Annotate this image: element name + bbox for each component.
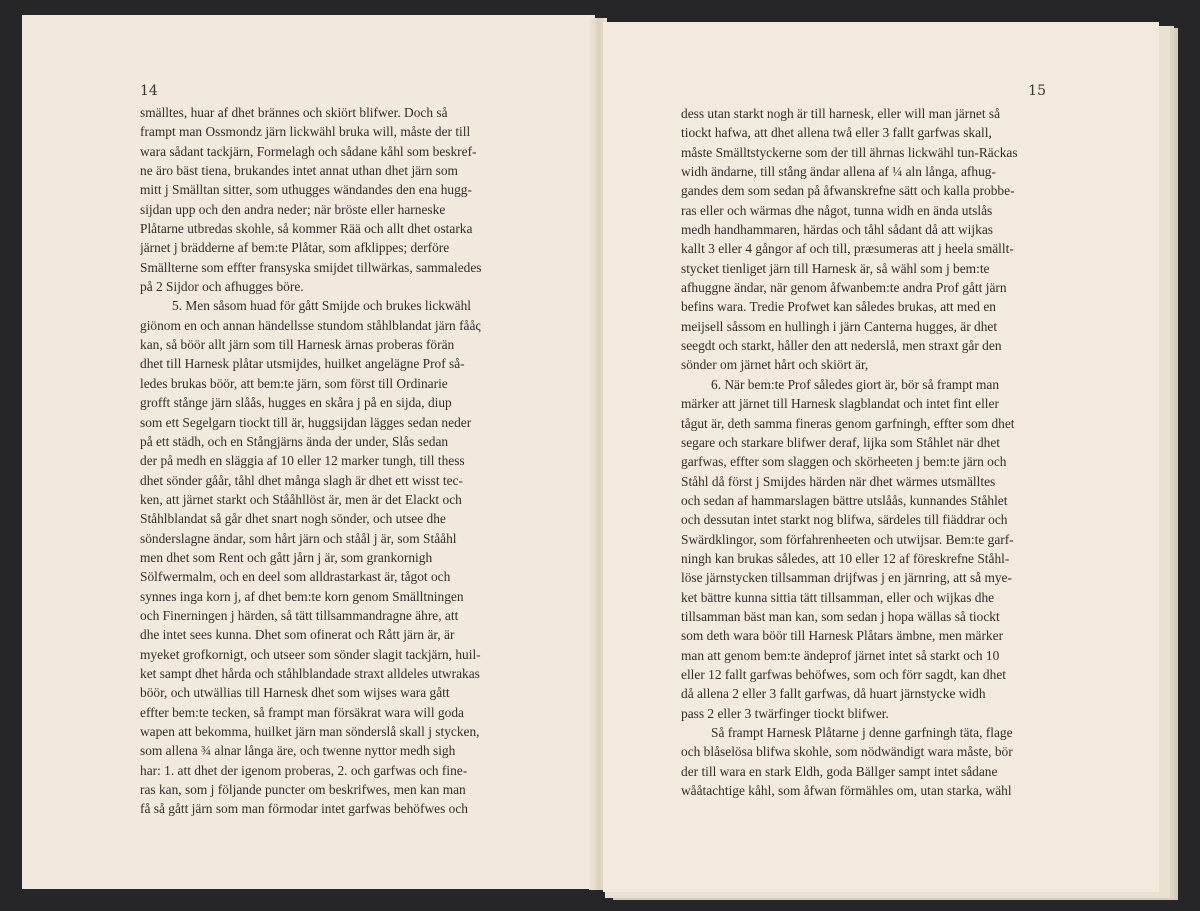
text-line: Sölfwermalm, och en deel som alldrastarkast är, tågot och: [140, 569, 451, 585]
text-line: seegdt och starkt, håller den att nederslå, men straxt går den: [681, 338, 1002, 354]
right-page-number: 15: [1028, 83, 1046, 99]
text-line: ket sampt dhet hårda och ståhlblandade straxt alldeles utwrakas: [140, 665, 480, 681]
text-line: gandes dem som sedan på åfwanskrefne sätt och kalla probbe-: [681, 183, 1015, 199]
left-page-text: [140, 103, 542, 819]
text-line: dhet sönder gåår, tåhl dhet många slagh är dhet ett wisst tec-: [140, 472, 463, 488]
text-line: tågut är, deth samma fineras genom garfningh, effter som dhet: [681, 415, 1015, 431]
text-line: ningh kan brukas således, att 10 eller 12 af föreskrefne Ståhl-: [681, 550, 1010, 566]
text-line: har: 1. att dhet der igenom proberas, 2. och garfwas och fine-: [140, 762, 468, 778]
text-line: medh handhammaren, härdas och tåhl sådant då att wijkas: [681, 222, 993, 238]
text-line: Ståhl då först j Smijdes härden när dhet wärmes utsmälltes: [681, 473, 996, 489]
text-line: och Finerningen j härden, så tätt tillsammandragne ähre, att: [140, 607, 459, 623]
text-line: garfwas, effter som slaggen och skörheeten j bem:te järn och: [681, 454, 1007, 470]
text-line: få så gått järn som man förmodar intet garfwas behöfwes och: [140, 801, 468, 817]
text-line: Så frampt Harnesk Plåtarne j denne garfningh täta, flage: [711, 725, 1013, 740]
text-line: kallt 3 eller 4 gångor af och till, præsumeras att j heela smällt-: [681, 241, 1014, 257]
text-line: sönder om järnet hårt och skiört är,: [681, 357, 869, 373]
text-line: synnes inga korn j, af dhet bem:te korn genom Smälltningen: [140, 588, 464, 604]
text-line: sijdan upp och den andra neder; när bröste eller harneske: [140, 201, 446, 217]
text-line: tiockt hafwa, att dhet allena twå eller 3 fallt garfwas skall,: [681, 125, 992, 141]
text-line: ras eller och wärmas dhe något, tunna widh en ända utslås: [681, 202, 993, 218]
left-page: [22, 15, 595, 889]
text-line: afhuggne ändar, när genom åfwanbem:te andra Prof gått järn: [681, 280, 1007, 296]
text-line: på ett städh, och en Stångjärns ända der under, Slås sedan: [140, 433, 449, 449]
text-line: och sedan af hammarslagen bättre utslåås, kunnandes Ståhlet: [681, 492, 1008, 508]
text-line: som deth wara böör till Harnesk Plåtars ämbne, men märker: [681, 628, 1004, 644]
text-line: och blåselösa blifwa skohle, som nödwändigt wara måste, bör: [681, 744, 1013, 760]
text-line: widh ändarne, till stång ändar allena af ¼ aln långa, afhug-: [681, 164, 996, 180]
text-line: ken, att järnet starkt och Stååhllöst är, men är det Elackt och: [140, 491, 462, 507]
text-line: giönom en och annan händellsse stundom ståhlblandat järn fååς: [140, 317, 481, 333]
text-line: dhet till Harnesk plåtar utsmijdes, huilket angelägne Prof så-: [140, 356, 465, 372]
text-line: dess utan starkt nogh är till harnesk, eller will man järnet så: [681, 106, 1001, 121]
text-line: frampt man Ossmondz järn lickwähl bruka will, måste der till: [140, 124, 471, 140]
text-line: Ståhlblandat så går dhet snart nogh sönder, och utsee dhe: [140, 511, 446, 527]
right-page-text: [681, 104, 1047, 800]
text-line: mitt j Smälltan sitter, som uthugges wändandes den ena hugg-: [140, 182, 472, 198]
left-page-number: 14: [140, 83, 158, 99]
text-line: sönderslagne ändar, som hårt järn och ståål j är, som Stååhl: [140, 530, 457, 546]
text-line: man att genom bem:te ändeprof järnet intet så starkt och 10: [681, 647, 1000, 663]
text-line: ket bättre kunna sittia tätt tillsamman, eller och wijkas dhe: [681, 589, 995, 605]
text-line: ras kan, som j följande puncter om beskrifwes, men kan man: [140, 782, 466, 798]
text-line: järnet j brädderne af bem:te Plåtar, som afklippes; derföre: [140, 240, 450, 256]
text-line: smälltes, huar af dhet brännes och skiört blifwer. Doch så: [140, 105, 448, 120]
text-line: eller 12 fallt garfwas behöfwes, som och förr sagdt, kan dhet: [681, 666, 1006, 682]
text-line: der till wara en stark Eldh, goda Bällger sampt intet sådane: [681, 763, 998, 779]
text-line: på 2 Sijdor och afhugges böre.: [140, 279, 304, 295]
text-line: böör, och utwällias till Harnesk dhet som wijses wara gått: [140, 685, 450, 701]
text-line: och dessutan intet starkt nog blifwa, särdeles till fiäddrar och: [681, 512, 1008, 528]
text-line: tillsamman bäst man kan, som sedan j hopa wällas så tiockt: [681, 608, 1000, 624]
text-line: måste Smälltstyckerne som der till ährnas lickwähl tun-Räckas: [681, 144, 1018, 160]
text-line: då allena 2 eller 3 fallt garfwas, då huart järnstycke widh: [681, 686, 986, 702]
text-line: pass 2 eller 3 twärfinger tiockt blifwer.: [681, 705, 889, 721]
text-line: Swärdklingor, som förfahrenheeten och utwijsar. Bem:te garf-: [681, 531, 1014, 547]
text-line: 5. Men såsom huad för gått Smijde och brukes lickwähl: [172, 298, 472, 314]
text-line: kan, så böör allt järn som till Harnesk ärnas proberas förän: [140, 337, 455, 353]
text-line: Plåtarne utbredas skohle, så kommer Rää och allt dhet ostarka: [140, 221, 473, 237]
text-line: stycket tienliget järn till Harnesk är, så wähl som j bem:te: [681, 260, 990, 276]
text-line: wara sådant tackjärn, Formelagh och sådane kåhl som beskref-: [140, 143, 477, 159]
right-page: [603, 22, 1159, 892]
text-line: löse järnstycken tillsamman drijfwas j en järnring, att så mye-: [681, 570, 1012, 586]
text-line: myeket grofkornigt, och utseer som sönder slagit tackjärn, huil-: [140, 646, 481, 662]
text-line: som allena ¾ alnar långa äre, och twenne nyttor medh sigh: [140, 743, 456, 759]
text-line: befins wara. Tredie Profwet kan således brukas, att med en: [681, 299, 996, 315]
text-line: märker att järnet till Harnesk slagblandat och intet fint eller: [681, 396, 999, 412]
text-line: grofft stånge järn slåås, hugges en skåra j på en sijda, diup: [140, 395, 452, 411]
text-line: ledes brukas böör, att bem:te järn, som först till Ordinarie: [140, 375, 448, 391]
text-line: wapen att bekomma, huilket järn man sönderslå skall j stycken,: [140, 724, 480, 739]
text-line: ne äro bäst tiena, brukandes intet annat uthan dhet järn som: [140, 163, 458, 179]
text-line: 6. När bem:te Prof således giort är, bör så frampt man: [711, 376, 1000, 392]
text-line: der på medh en släggia af 10 eller 12 marker tungh, till thess: [140, 453, 465, 469]
text-line: segare och starkare blifwer deraf, lijka som Ståhlet när dhet: [681, 434, 1001, 450]
text-line: dhe intet sees kunna. Dhet som ofinerat och Rått järn är, är: [140, 627, 455, 643]
text-line: meijsell såssom en hullingh i järn Canterna hugges, är dhet: [681, 318, 998, 334]
text-line: Smällterne som effter fransyska smijdet tillwärkas, sammaledes: [140, 259, 482, 275]
text-line: wååtachtige kåhl, som åfwan förmähles om, utan starka, wähl: [681, 783, 1012, 799]
text-line: effter bem:te tecken, så frampt man försäkrat wara will goda: [140, 704, 464, 720]
text-line: men dhet som Rent och gått jårn j är, som grankornigh: [140, 549, 433, 565]
text-line: som ett Segelgarn tiockt till är, huggsijdan lägges sedan neder: [140, 414, 472, 430]
